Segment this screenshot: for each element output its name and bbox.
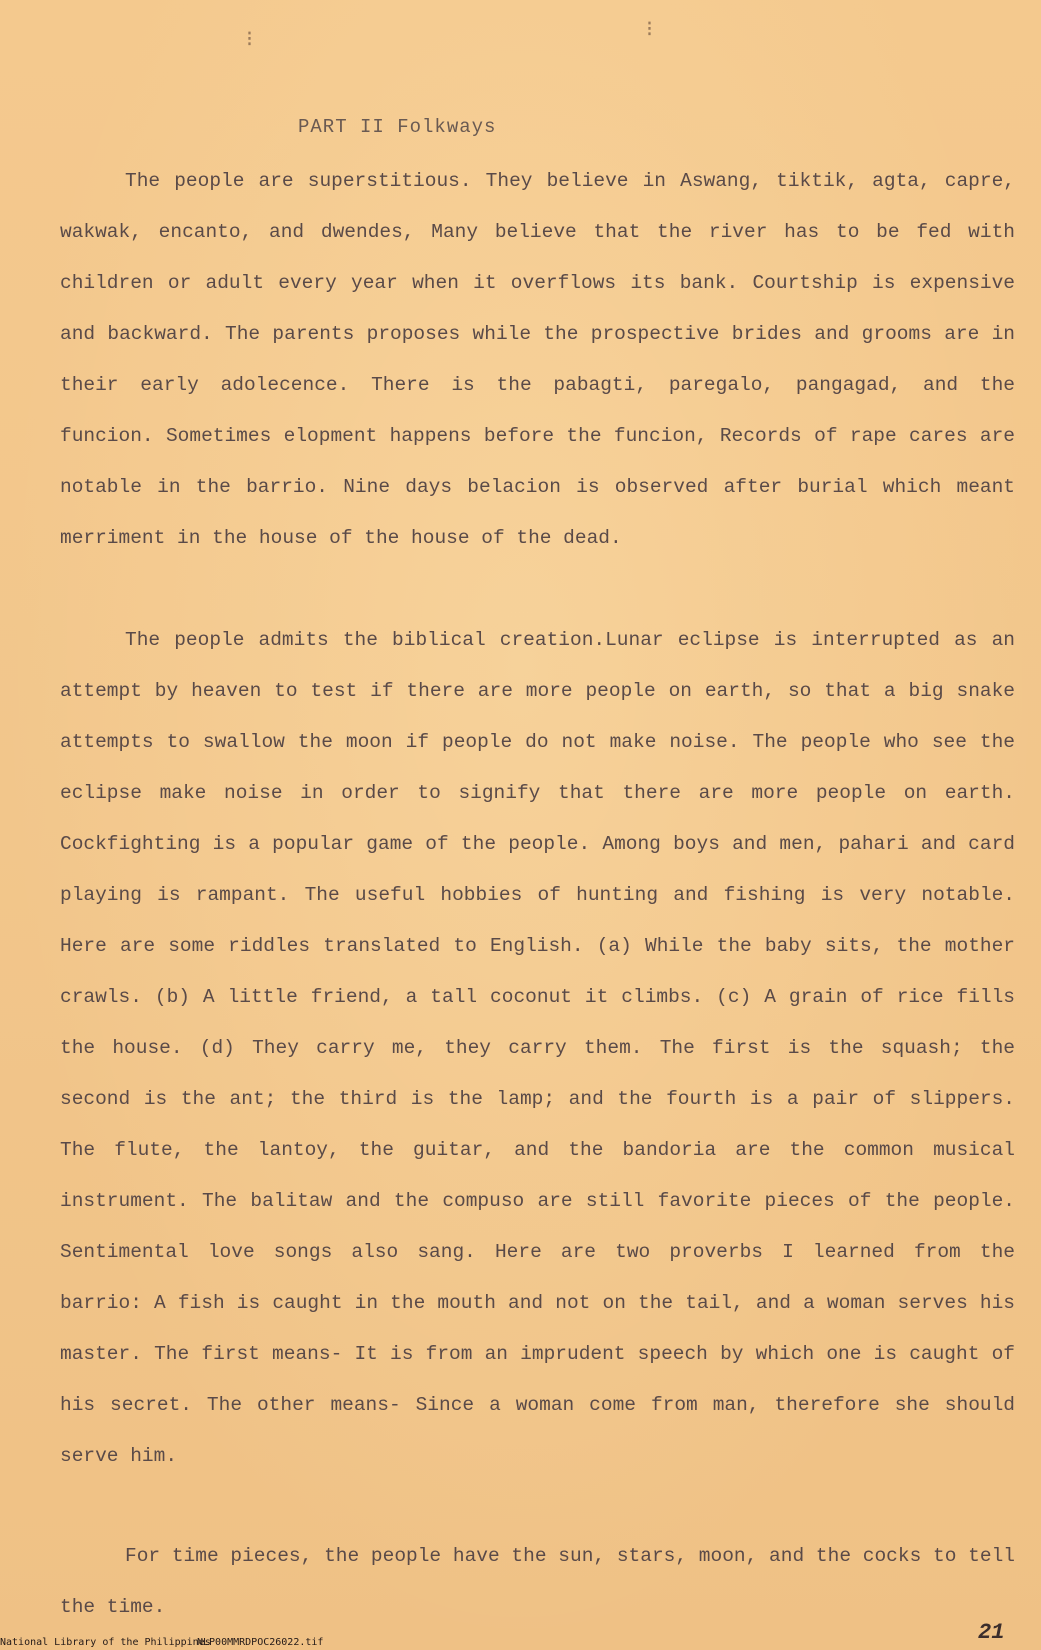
paper-mark: ⁝ — [246, 28, 253, 53]
paragraph: The people are superstitious. They believe in Aswang, tiktik, agta, capre, wakwak, encanto, and dwendes, Many believe that the river has to be fed with children or adult every year when it overflows its bank. Courtship is expensive and backward. The parents proposes while the prospective brides and grooms are in their early adolecence. There is the pabagti, paregalo, pangagad, and the funcion. Sometimes elopment happens before the funcion, Records of rape cares are notable in the barrio. Nine days belacion is observed after burial which meant merriment in the house of the house of the dead. — [60, 170, 1015, 549]
paper-mark: ⁝ — [646, 18, 653, 43]
page-title: PART II Folkways — [298, 116, 497, 138]
footer-library: National Library of the Philippines — [0, 1637, 211, 1648]
footer-file-id: NLP00MMRDPOC26022.tif — [197, 1637, 324, 1648]
page-number: 21 — [978, 1620, 1005, 1645]
paragraph: For time pieces, the people have the sun, stars, moon, and the cocks to tell the time. — [60, 1545, 1015, 1618]
paragraph: The people admits the biblical creation.Lunar eclipse is interrupted as an attempt by heaven to test if there are more people on earth, so that a big snake attempts to swallow the moon if people do not make noise. The people who see the eclipse make noise in order to signify that there are more people on earth. Cockfighting is a popular game of the people. Among boys and men, pahari and card playing is rampant. The useful hobbies of hunting and fishing is very notable. Here are some riddles translated to English. (a) While the baby sits, the mother crawls. (b) A little friend, a tall coconut it climbs. (c) A grain of rice fills the house. (d) They carry me, they carry them. The first is the squash; the second is the ant; the third is the lamp; and the fourth is a pair of slippers. The flute, the lantoy, the guitar, and the bandoria are the common musical instrument. The balitaw and the compuso are still favorite pieces of the people. Sentimental love songs also sang. Here are two proverbs I learned from the barrio: A fish is caught in the mouth and not on the tail, and a woman serves his master. The first means- It is from an imprudent speech by which one is caught of his secret. The other means- Since a woman come from man, therefore she should serve him. — [60, 629, 1015, 1467]
